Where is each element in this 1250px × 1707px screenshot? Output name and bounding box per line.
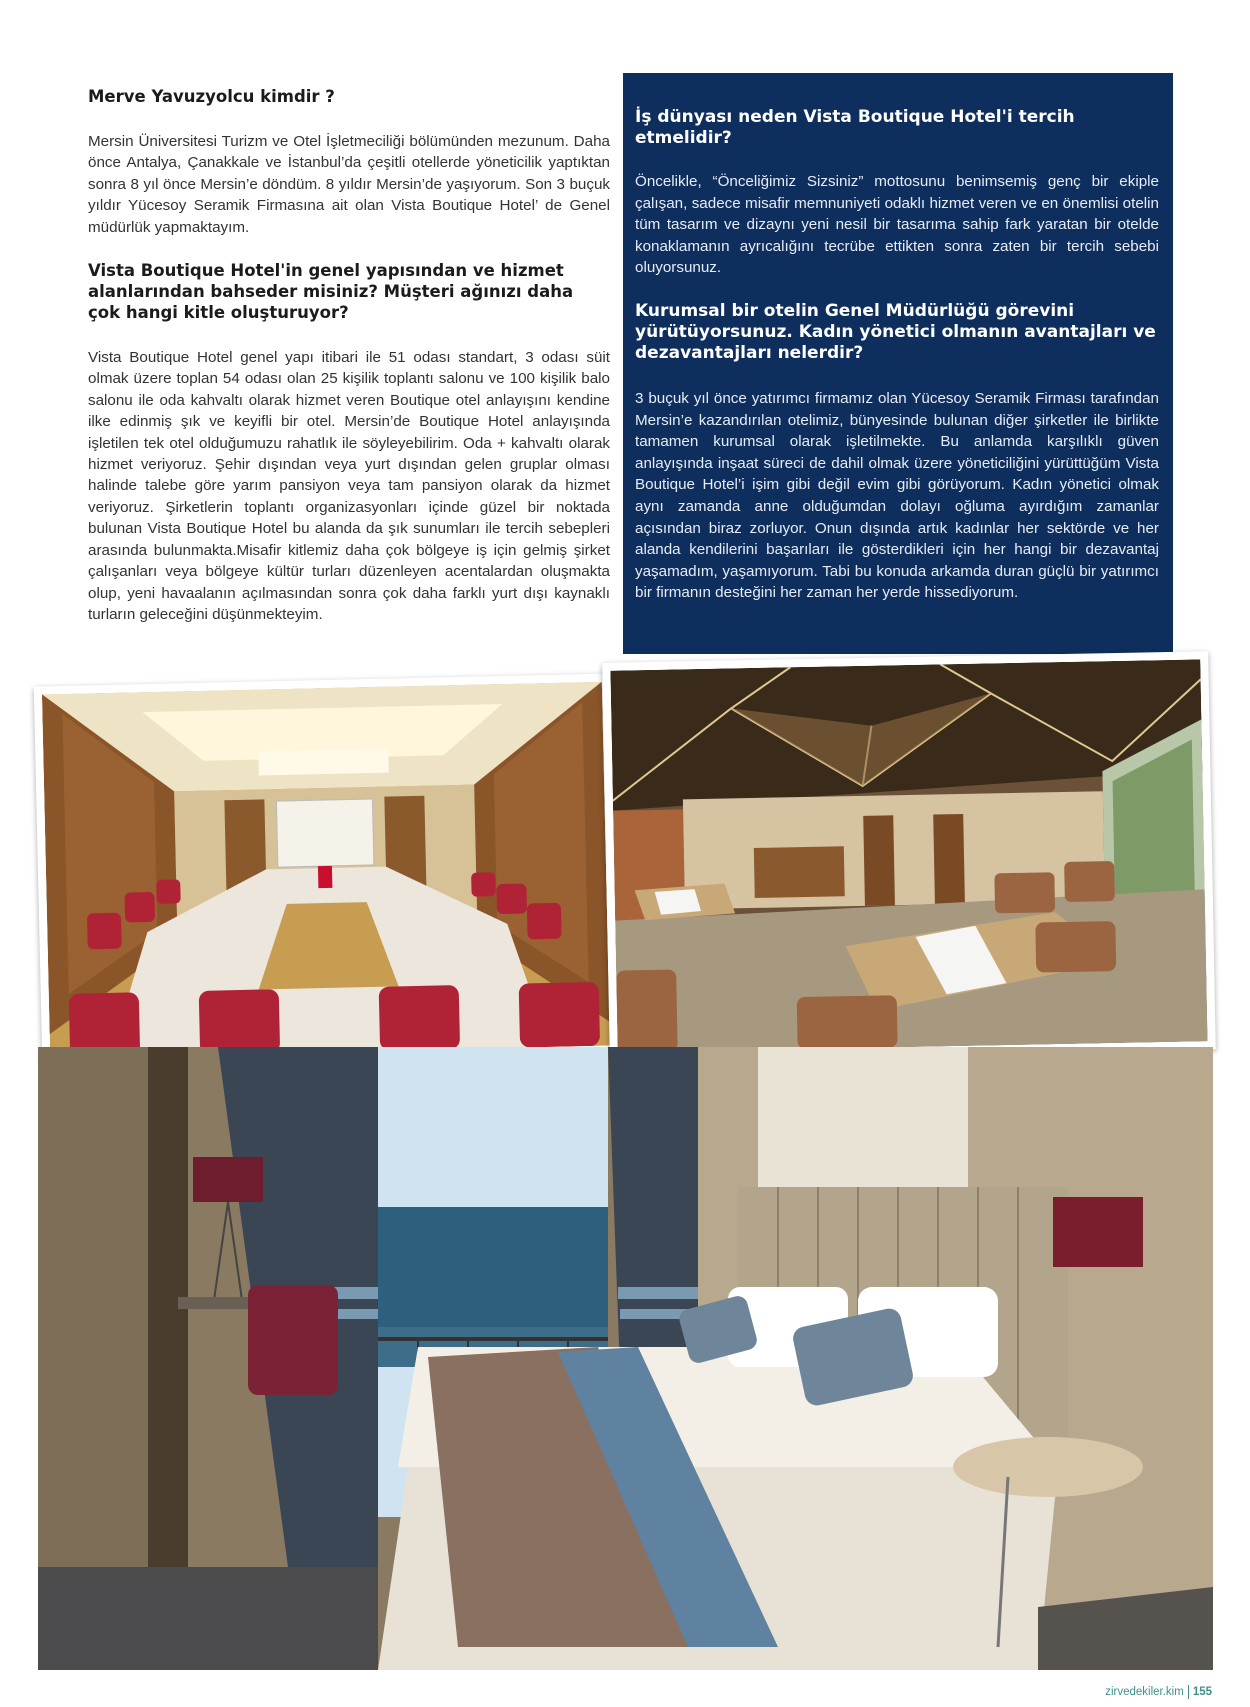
bedroom-photo bbox=[38, 1047, 1213, 1670]
answer-woman-manager: 3 buçuk yıl önce yatırımcı firmamız olan Yücesoy Seramik Firması tarafından Mersin’e kazandırılan otelimiz, bünyesinde bulunan diğer şirketler ile birlikte tamamen kurumsal olarak işletilmekte. Bu anlamda karşılıklı güven anlayışında inşaat süreci de dahil olmak üzere yöneticiliğini yürüttüğüm Vista Boutique Hotel’i işim gibi değil evim gibi görüyorum. Kadın yönetici olmak aynı zamanda anne olduğumdan dolayı oğluma ayırdığım zamanlar açısından biraz zorluyor. Onun dışında artık kadınlar her sektörde ve her alanda kendilerini başarıları ile gösterdikleri için her hangi bir dezavantaj yaşamadım, yaşamıyorum. Tabi bu konuda arkamda duran güçlü bir yatırımcı bir firmanın desteğini her zaman her yerde hissediyorum. bbox=[635, 389, 1159, 602]
answer-who-is: Mersin Üniversitesi Turizm ve Otel İşletmeciliği bölümünden mezunum. Daha önce Antalya, Çanakkale ve İstanbul’da çeşitli otellerde yöneticilik yaptıktan sonra 8 yıl önce Mersin’e döndüm. 8 yıldır Mersin’de yaşıyorum. Son 3 buçuk yıldır Yücesoy Seramik Firmasına ait olan Vista Boutique Hotel’ de Genel müdürlük yapmaktayım. bbox=[88, 133, 610, 236]
footer-divider bbox=[1188, 1685, 1189, 1699]
left-column bbox=[88, 86, 610, 625]
question-who-is: Merve Yavuzyolcu kimdir ? bbox=[88, 87, 335, 106]
question-why-prefer: İş dünyası neden Vista Boutique Hotel'i tercih etmelidir? bbox=[635, 107, 1075, 148]
meeting-room-photo bbox=[34, 674, 618, 1067]
site-name: zirvedekiler.kim bbox=[1105, 1686, 1184, 1698]
restaurant-photo bbox=[602, 651, 1216, 1061]
answer-why-prefer: Öncelikle, “Önceliğimiz Sizsiniz” mottosunu benimsemiş genç bir ekiple çalışan, sadece misafir memnuniyeti odaklı hizmet veren ve en önemlisi otelin tüm tasarım ve dizaynı yeni nesil bir tasarıma sahip fark yaratan bir otelde konaklamanın ayrıcalığını tecrübe ettikten sonra zaten bir tercih sebebi oluyorsunuz. bbox=[635, 173, 1159, 277]
question-hotel-structure: Vista Boutique Hotel'in genel yapısından ve hizmet alanlarından bahseder misiniz? Müşteri ağınızı daha çok hangi kitle oluşturuyor? bbox=[88, 261, 574, 323]
highlight-box bbox=[623, 73, 1173, 654]
question-woman-manager: Kurumsal bir otelin Genel Müdürlüğü görevini yürütüyorsunuz. Kadın yönetici olmanın avantajları ve dezavantajları nelerdir? bbox=[635, 300, 1156, 363]
page-footer bbox=[1105, 1685, 1212, 1699]
answer-hotel-structure: Vista Boutique Hotel genel yapı itibari ile 51 odası standart, 3 odası süit olmak üzere toplan 54 odası olan 25 kişilik toplantı salonu ve 100 kişilik balo salonu ile oda kahvaltı olarak hizmet veren Boutique otel anlayışını kendine ilke edinmiş şık ve keyifli bir otel. Mersin’de Boutique Hotel anlayışında işletilen tek otel olduğumuzu rahatlık ile söyleyebilirim. Oda + kahvaltı olarak hizmet veriyoruz. Şehir dışından veya yurt dışından gelen gruplar olması halinde talebe göre yarım pansiyon veya tam pansiyon olarak da hizmet veriyoruz. Şirketlerin toplantı organizasyonları içinde güzel bir noktada bulunan Vista Boutique Hotel bu alanda da şık sunumları ile tercih sebepleri arasında bulunmakta.Misafir kitlemiz daha çok bölgeye iş için gelmiş şirket çalışanları veya bölgeye kültür turları düzenleyen acentalardan oluşmakta olup, yeni havaalanın açılmasından sonra çok daha farklı yurt dışı kaynaklı turların geleceğini düşünmekteyim. bbox=[88, 349, 610, 623]
page-number: 155 bbox=[1192, 1686, 1212, 1698]
